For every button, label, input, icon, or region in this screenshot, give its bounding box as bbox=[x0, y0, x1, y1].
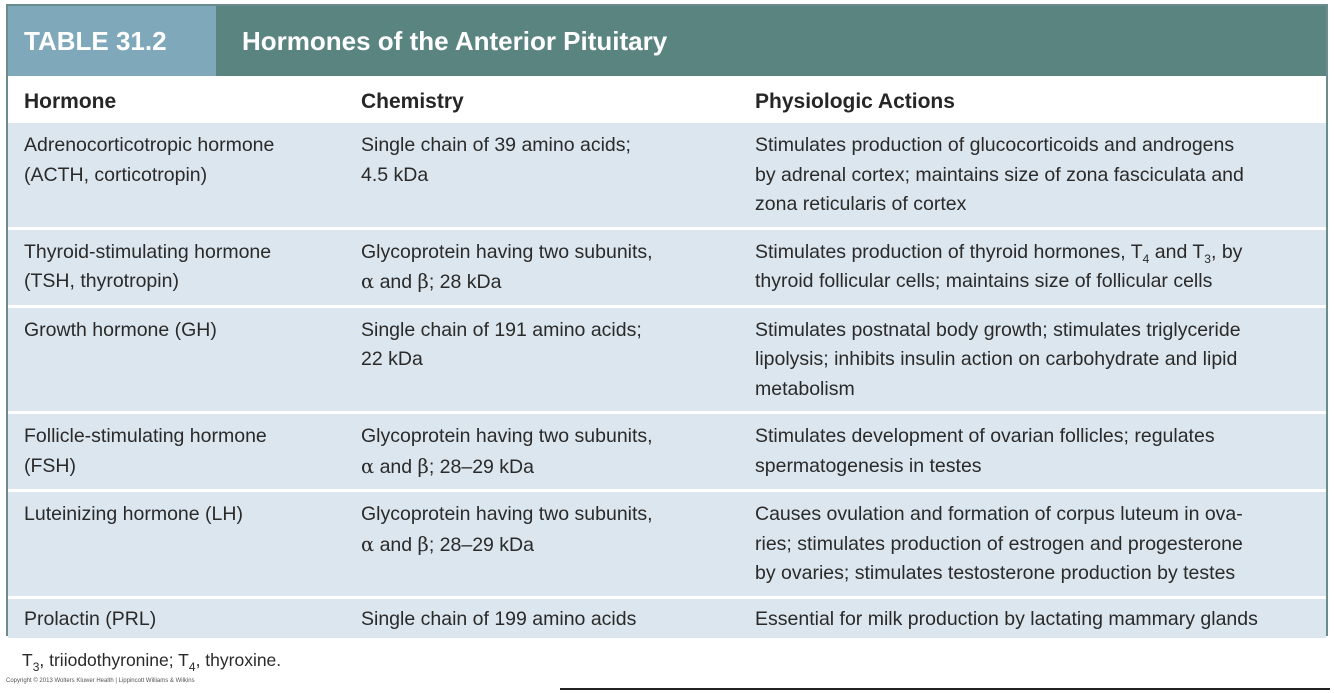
table-cell-actions: Essential for milk production by lactating mammary glands bbox=[739, 596, 1326, 639]
table-frame bbox=[6, 4, 1328, 636]
table-cell-chemistry: Single chain of 191 amino acids; 22 kDa bbox=[345, 305, 739, 412]
table-cell-hormone: Growth hormone (GH) bbox=[8, 305, 345, 412]
table-cell-hormone: Prolactin (PRL) bbox=[8, 596, 345, 639]
column-header-physiologic-actions: Physiologic Actions bbox=[739, 76, 1326, 120]
table-cell-chemistry: Single chain of 199 amino acids bbox=[345, 596, 739, 639]
table-title-bar bbox=[8, 6, 1326, 76]
table-cell-actions: Stimulates development of ovarian follicles; regulates spermatogenesis in testes bbox=[739, 411, 1326, 489]
table-cell-hormone: Adrenocorticotropic hormone (ACTH, corticotropin) bbox=[8, 120, 345, 227]
table-cell-chemistry: Glycoprotein having two subunits, α and β; 28 kDa bbox=[345, 227, 739, 305]
table-body bbox=[8, 120, 1326, 638]
table-cell-actions: Stimulates postnatal body growth; stimulates triglyceride lipolysis; inhibits insulin action on carbohydrate and lipid metabolism bbox=[739, 305, 1326, 412]
table-row bbox=[8, 411, 1326, 489]
table-header-row bbox=[8, 76, 1326, 120]
table-cell-hormone: Luteinizing hormone (LH) bbox=[8, 489, 345, 596]
table-row bbox=[8, 305, 1326, 412]
table-cell-hormone: Thyroid-stimulating hormone (TSH, thyrotropin) bbox=[8, 227, 345, 305]
table-title: Hormones of the Anterior Pituitary bbox=[242, 25, 668, 56]
table-cell-chemistry: Glycoprotein having two subunits, α and β; 28–29 kDa bbox=[345, 411, 739, 489]
table-cell-chemistry: Glycoprotein having two subunits, α and β; 28–29 kDa bbox=[345, 489, 739, 596]
table-cell-hormone: Follicle-stimulating hormone (FSH) bbox=[8, 411, 345, 489]
table-footnote: $T_3$, triiodothyronine; $T_4$, thyroxine. bbox=[22, 650, 282, 674]
table-cell-actions: Stimulates production of glucocorticoids and androgens by adrenal cortex; maintains size of zona fasciculata and zona reticularis of cortex bbox=[739, 120, 1326, 227]
table-cell-chemistry: Single chain of 39 amino acids; 4.5 kDa bbox=[345, 120, 739, 227]
hormone-table bbox=[8, 76, 1326, 638]
table-row bbox=[8, 489, 1326, 596]
table-row bbox=[8, 120, 1326, 227]
copyright-notice: Copyright © 2013 Wolters Kluwer Health | Lippincott Williams & Wilkins bbox=[6, 678, 195, 684]
table-row bbox=[8, 227, 1326, 305]
column-header-hormone: Hormone bbox=[8, 76, 345, 120]
table-row bbox=[8, 596, 1326, 639]
page-divider bbox=[560, 688, 1330, 690]
table-cell-actions: Stimulates production of thyroid hormones, $T_4$ and $T_3$, by thyroid follicular cells; maintains size of follicular cells bbox=[739, 227, 1326, 305]
table-number-label: TABLE 31.2 bbox=[8, 6, 216, 76]
column-header-chemistry: Chemistry bbox=[345, 76, 739, 120]
table-cell-actions: Causes ovulation and formation of corpus luteum in ova- ries; stimulates production of estrogen and progesterone by ovaries; stimulates testosterone production by testes bbox=[739, 489, 1326, 596]
